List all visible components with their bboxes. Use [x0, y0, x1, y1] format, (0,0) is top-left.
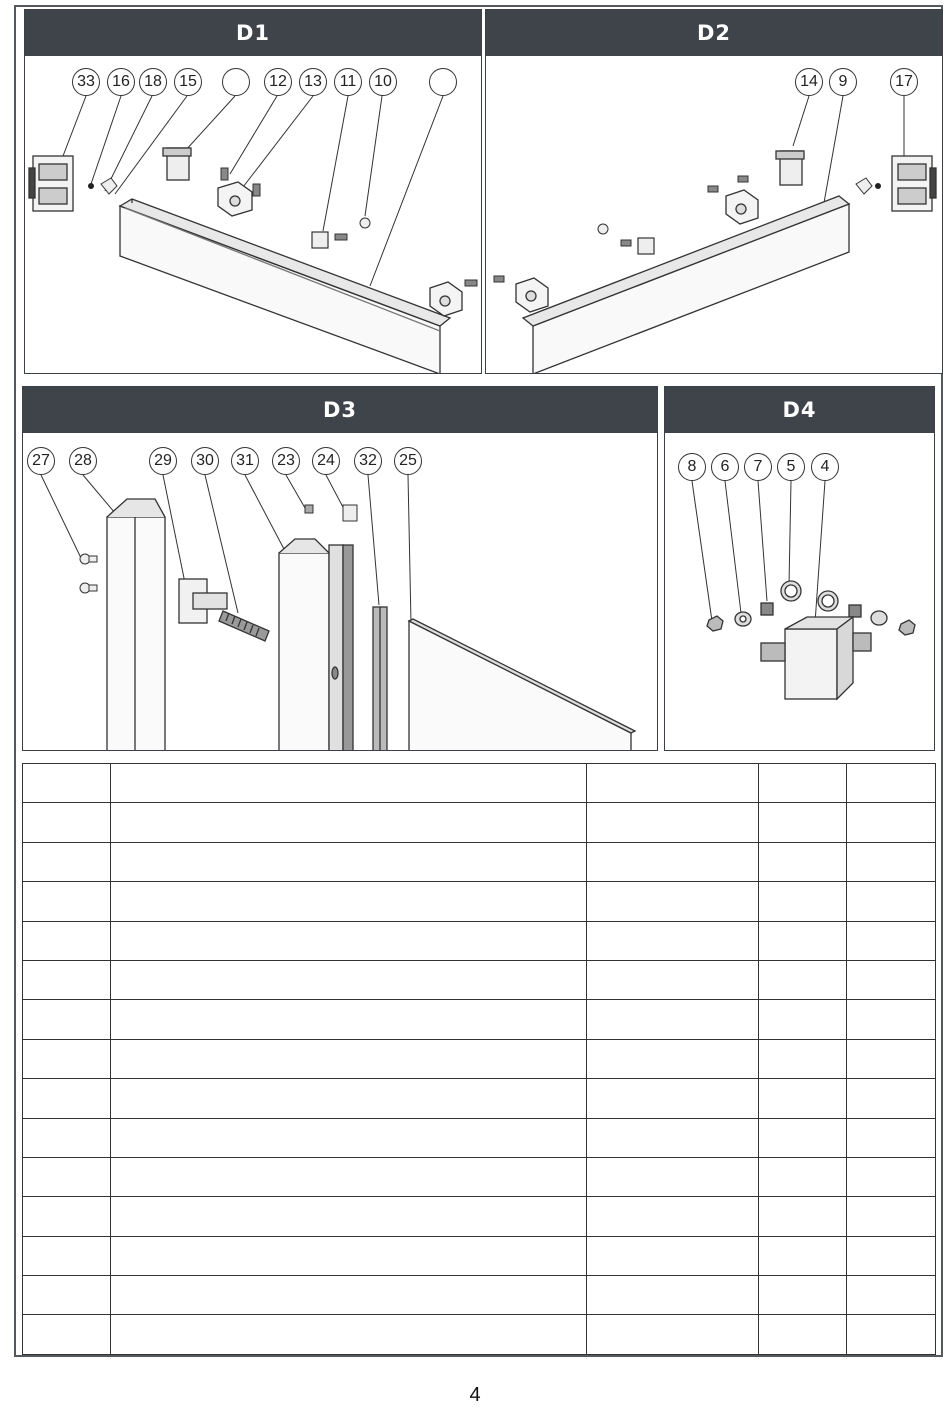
glass-panel-25-icon [409, 619, 635, 751]
panel-d1-title: D1 [25, 10, 481, 56]
table-cell [111, 803, 587, 842]
table-cell [847, 764, 936, 803]
table-cell [587, 1039, 759, 1078]
d1-drawing [25, 56, 482, 374]
table-cell [23, 764, 111, 803]
table-cell [23, 1118, 111, 1157]
table-cell [587, 960, 759, 999]
callout-17: 17 [890, 68, 918, 96]
callout-27: 27 [27, 447, 55, 475]
table-cell [847, 882, 936, 921]
table-cell [23, 842, 111, 881]
table-row [23, 764, 936, 803]
end-cap-33-icon [29, 156, 73, 211]
parts-table-body [23, 764, 936, 1355]
panel-d1 [24, 9, 482, 374]
table-cell [759, 1157, 847, 1196]
table-row [23, 1276, 936, 1315]
table-row [23, 960, 936, 999]
corner-connector-4-icon [761, 617, 871, 699]
d4-drawing [665, 433, 935, 751]
table-cell [587, 1236, 759, 1275]
callout-16: 16 [107, 68, 135, 96]
table-cell [847, 1276, 936, 1315]
d3-drawing [23, 433, 658, 751]
table-row [23, 882, 936, 921]
table-cell [759, 1197, 847, 1236]
table-cell [111, 1236, 587, 1275]
table-cell [759, 764, 847, 803]
table-cell [111, 1118, 587, 1157]
table-cell [847, 1157, 936, 1196]
callout-24: 24 [312, 447, 340, 475]
table-cell [759, 1118, 847, 1157]
table-cell [587, 803, 759, 842]
table-cell [587, 1276, 759, 1315]
callout-33: 33 [72, 68, 100, 96]
callout-29: 29 [149, 447, 177, 475]
table-cell [111, 1000, 587, 1039]
callout-4: 4 [811, 453, 839, 481]
table-row [23, 1079, 936, 1118]
spring-30-icon [219, 611, 269, 641]
profile-28-icon [107, 499, 165, 751]
profile-31-icon [279, 539, 353, 751]
table-cell [111, 1197, 587, 1236]
table-cell [111, 882, 587, 921]
panel-d3 [22, 386, 658, 751]
callout-18: 18 [139, 68, 167, 96]
table-cell [847, 1118, 936, 1157]
clip-15-icon [163, 148, 191, 180]
strip-32-icon [373, 607, 387, 751]
callout-32: 32 [354, 447, 382, 475]
table-cell [847, 1315, 936, 1355]
table-cell [759, 842, 847, 881]
table-cell [23, 882, 111, 921]
panel-d3-title: D3 [23, 387, 657, 433]
table-cell [23, 921, 111, 960]
d2-drawing [486, 56, 943, 374]
callout-23: 23 [272, 447, 300, 475]
table-row [23, 1000, 936, 1039]
table-cell [23, 1000, 111, 1039]
table-cell [111, 1315, 587, 1355]
callout-6: 6 [711, 453, 739, 481]
table-row [23, 1157, 936, 1196]
rail-9b-icon [523, 196, 849, 374]
table-cell [587, 1157, 759, 1196]
table-cell [847, 842, 936, 881]
table-cell [759, 1315, 847, 1355]
callout-9: 9 [829, 68, 857, 96]
table-row [23, 1118, 936, 1157]
table-cell [847, 1079, 936, 1118]
table-cell [847, 921, 936, 960]
callout-31: 31 [231, 447, 259, 475]
table-row [23, 1197, 936, 1236]
table-cell [23, 803, 111, 842]
table-cell [587, 764, 759, 803]
table-row [23, 921, 936, 960]
table-cell [23, 960, 111, 999]
callout-13: 13 [299, 68, 327, 96]
callout-14: 14 [795, 68, 823, 96]
callout-28: 28 [69, 447, 97, 475]
table-cell [23, 1276, 111, 1315]
table-cell [759, 803, 847, 842]
end-cap-17-icon [892, 156, 936, 211]
table-cell [111, 764, 587, 803]
table-cell [587, 1197, 759, 1236]
table-cell [847, 803, 936, 842]
panel-d4 [664, 386, 935, 751]
table-cell [23, 1315, 111, 1355]
callout-7: 7 [744, 453, 772, 481]
bracket-13-icon [218, 182, 252, 216]
panel-d4-title: D4 [665, 387, 934, 433]
callout-10: 10 [369, 68, 397, 96]
table-cell [587, 842, 759, 881]
table-cell [587, 1315, 759, 1355]
table-cell [23, 1157, 111, 1196]
table-cell [23, 1197, 111, 1236]
table-cell [587, 1079, 759, 1118]
panel-d2 [485, 9, 943, 374]
table-cell [111, 1079, 587, 1118]
table-cell [111, 921, 587, 960]
page-number: 4 [469, 1384, 481, 1406]
table-cell [847, 1000, 936, 1039]
table-cell [587, 921, 759, 960]
table-cell [111, 842, 587, 881]
callout-15: 15 [174, 68, 202, 96]
table-cell [759, 1079, 847, 1118]
table-cell [759, 1276, 847, 1315]
callout-11: 11 [334, 68, 362, 96]
table-cell [111, 960, 587, 999]
table-cell [111, 1039, 587, 1078]
table-cell [111, 1276, 587, 1315]
table-cell [23, 1039, 111, 1078]
table-cell [759, 1039, 847, 1078]
table-cell [847, 1197, 936, 1236]
callout-12: 12 [264, 68, 292, 96]
callout-8: 8 [678, 453, 706, 481]
parts-table [22, 763, 936, 1355]
table-row [23, 1236, 936, 1275]
table-cell [587, 1000, 759, 1039]
table-cell [587, 882, 759, 921]
callout-25: 25 [394, 447, 422, 475]
screw-27-icon [80, 554, 97, 593]
table-cell [847, 960, 936, 999]
table-cell [759, 921, 847, 960]
table-cell [759, 960, 847, 999]
callout-blank-1 [222, 68, 250, 96]
table-cell [23, 1236, 111, 1275]
rail-9-icon [120, 199, 450, 374]
callout-30: 30 [191, 447, 219, 475]
table-cell [23, 1079, 111, 1118]
table-cell [759, 1236, 847, 1275]
table-row [23, 842, 936, 881]
table-cell [111, 1157, 587, 1196]
callout-5: 5 [777, 453, 805, 481]
table-cell [847, 1236, 936, 1275]
table-cell [587, 1118, 759, 1157]
table-cell [847, 1039, 936, 1078]
table-row [23, 803, 936, 842]
table-row [23, 1315, 936, 1355]
table-row [23, 1039, 936, 1078]
panel-d2-title: D2 [486, 10, 942, 56]
clip-14-icon [776, 151, 804, 185]
table-cell [759, 882, 847, 921]
table-cell [759, 1000, 847, 1039]
callout-blank-2 [429, 68, 457, 96]
hinge-29-icon [179, 579, 227, 623]
